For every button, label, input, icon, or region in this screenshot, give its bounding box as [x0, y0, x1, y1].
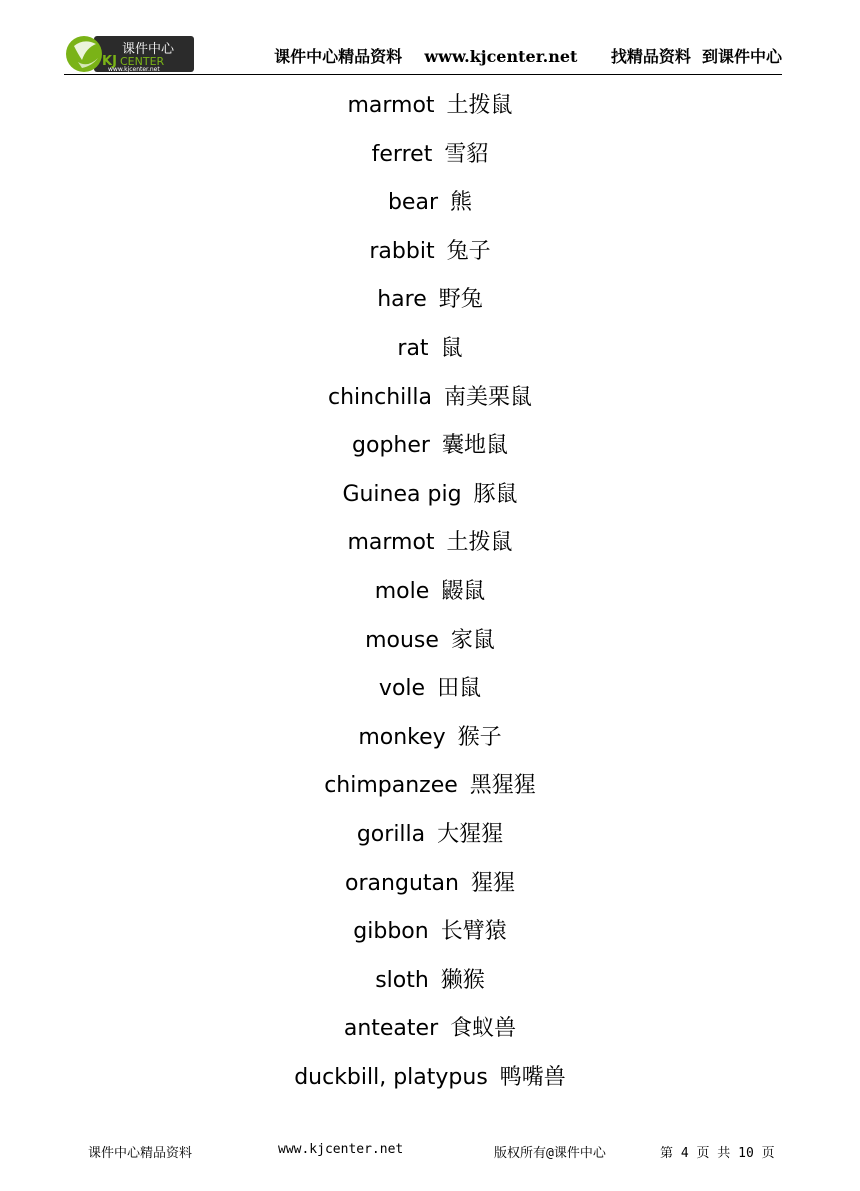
page-footer [0, 1138, 860, 1162]
chinese-word: 雪貂 [444, 141, 489, 167]
chinese-word: 大猩猩 [437, 821, 504, 847]
vocab-entry [0, 665, 860, 714]
english-word: gorilla [356, 821, 426, 847]
chinese-word: 兔子 [446, 238, 491, 264]
vocab-entry [0, 325, 860, 374]
english-word: hare [377, 287, 427, 313]
chinese-word: 长臂猿 [440, 919, 507, 945]
logo-text: 课件中心 [122, 42, 175, 57]
english-word: duckbill, platypus [294, 1064, 488, 1090]
english-word: chinchilla [328, 384, 432, 410]
chinese-word: 食蚁兽 [450, 1016, 517, 1042]
header-title-slogan: 找精品资料 到课件中心 [610, 47, 782, 66]
english-word: mole [374, 578, 430, 604]
english-word: ferret [371, 141, 433, 167]
chinese-word: 鼠 [440, 335, 463, 361]
vocab-entry [0, 1005, 860, 1054]
english-word: Guinea pig [342, 481, 462, 507]
vocab-entry [0, 811, 860, 860]
vocab-entry [0, 762, 860, 811]
page-number: 第 4 页 共 10 页 [660, 1146, 775, 1161]
vocab-entry [0, 568, 860, 617]
footer-brand: 课件中心精品资料 [88, 1146, 193, 1161]
chinese-word: 豚鼠 [473, 481, 518, 507]
header-title [274, 44, 782, 67]
vocab-entry [0, 374, 860, 423]
chinese-word: 獭猴 [440, 967, 485, 993]
chinese-word: 猩猩 [470, 870, 515, 896]
chinese-word: 鸭嘴兽 [499, 1064, 566, 1090]
vocab-entry [0, 228, 860, 277]
page-header [64, 30, 782, 76]
vocabulary-list [0, 82, 860, 1102]
english-word: marmot [347, 530, 435, 556]
vocab-entry [0, 860, 860, 909]
vocab-entry [0, 179, 860, 228]
vocab-entry [0, 617, 860, 666]
chinese-word: 家鼠 [450, 627, 495, 653]
chinese-word: 土拨鼠 [446, 530, 513, 556]
english-word: sloth [375, 967, 429, 993]
english-word: rabbit [369, 238, 435, 264]
chinese-word: 黑猩猩 [469, 773, 536, 799]
chinese-word: 南美栗鼠 [443, 384, 532, 410]
english-word: mouse [365, 627, 439, 653]
vocab-entry [0, 714, 860, 763]
vocab-entry [0, 908, 860, 957]
chinese-word: 猴子 [457, 724, 502, 750]
chinese-word: 熊 [450, 190, 473, 216]
svg-text:CENTER: CENTER [120, 55, 165, 68]
vocab-entry [0, 957, 860, 1006]
english-word: monkey [358, 724, 446, 750]
english-word: orangutan [345, 870, 459, 896]
vocab-entry [0, 519, 860, 568]
header-divider [64, 74, 782, 75]
kjcenter-logo [64, 34, 196, 74]
svg-text:KJ: KJ [102, 54, 117, 69]
english-word: gibbon [353, 919, 429, 945]
chinese-word: 鼹鼠 [441, 578, 486, 604]
header-title-url: www.kjcenter.net [424, 47, 578, 66]
english-word: anteater [343, 1016, 439, 1042]
header-title-brand: 课件中心精品资料 [274, 47, 403, 66]
vocab-entry [0, 276, 860, 325]
chinese-word: 囊地鼠 [441, 433, 508, 459]
english-word: gopher [352, 433, 430, 459]
vocab-entry [0, 131, 860, 180]
english-word: marmot [347, 93, 435, 118]
chinese-word: 野兔 [438, 287, 483, 313]
vocab-entry [0, 82, 860, 131]
chinese-word: 田鼠 [437, 676, 482, 702]
chinese-word: 土拨鼠 [446, 93, 513, 118]
footer-url: www.kjcenter.net [278, 1142, 404, 1157]
vocab-entry [0, 471, 860, 520]
footer-copyright: 版权所有@课件中心 [494, 1146, 606, 1161]
english-word: rat [397, 335, 429, 361]
vocab-entry [0, 422, 860, 471]
english-word: bear [387, 190, 438, 216]
logo-url: www.kjcenter.net [108, 66, 160, 73]
vocab-entry [0, 1054, 860, 1103]
english-word: chimpanzee [324, 773, 458, 799]
english-word: vole [378, 676, 426, 702]
